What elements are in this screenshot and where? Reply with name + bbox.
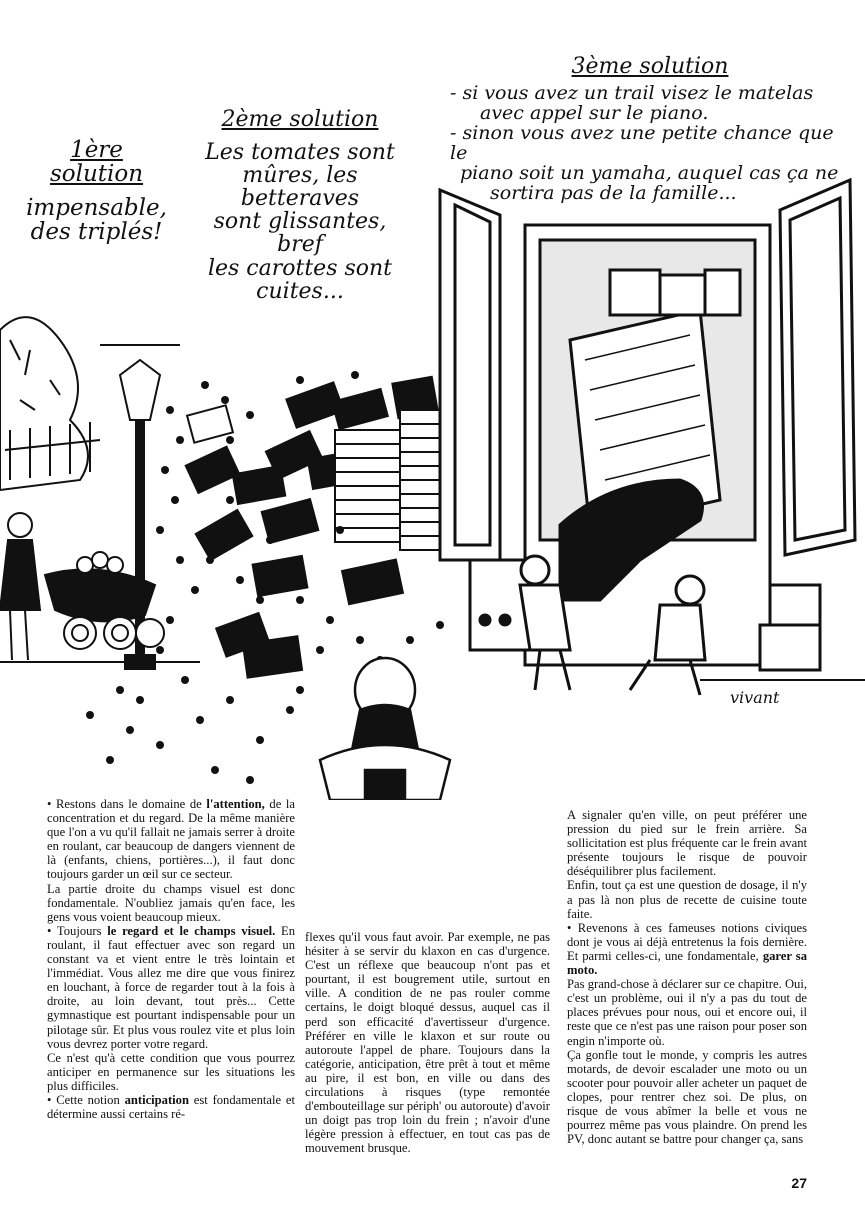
text-run: • Revenons à ces fameuses notions civiques dont je vous ai déjà entretenus la fois dernière. Et parmi celles-ci, une fondamentale,: [567, 920, 807, 963]
caption-3-line: sortira pas de la famille...: [490, 181, 737, 204]
paragraph: [47, 882, 295, 924]
text-run: est fondamentale et détermine aussi certains ré-: [47, 1092, 295, 1122]
bold-term: le regard et le champs visuel.: [107, 923, 276, 938]
paragraph: [567, 921, 807, 977]
paragraph: [47, 797, 295, 882]
caption-3-line: - sinon vous avez une petite chance que le: [450, 121, 834, 164]
text-run: flexes qu'il vous faut avoir. Par exemple, ne pas hésiter à se servir du klaxon en cas d'urgence. C'est un réflexe que beaucoup n'ont pas et pourtant, il est bougrement utile, surtout en ville. A condition de ne pas rouler comme certains, le doigt bloqué dessus, auquel cas il perd son efficacité d'avertisseur d'urgence. Préférer en ville le klaxon et sur route ou autoroute l'appel de phare. Toujours dans la catégorie, anticipation, être prêt à tout et même au pire, il est bon, en ville ou dans des circulations à risques (type remontée d'embouteillage sur périph' ou autoroute) d'avoir un doigt pas trop loin du frein ; n'avoir d'une légère pression à effectuer, en tout cas pas de mouvement brusque.: [305, 930, 550, 1156]
caption-2-line: cuites...: [256, 278, 344, 304]
text-run: • Restons dans le domaine de: [47, 797, 207, 811]
text-run: Ce n'est qu'à cette condition que vous pourrez anticiper en permanence sur les situations les plus difficiles.: [47, 1050, 295, 1093]
caption-3-title: 3ème solution: [571, 54, 729, 79]
caption-3-line: avec appel sur le piano.: [480, 102, 709, 125]
motorbike-drawing: [320, 658, 450, 800]
text-run: Pas grand-chose à déclarer sur ce chapitre. Oui, c'est un problème, oui il n'y a pas du tout de places prévues pour nous, oui et encore oui, il reste que ce n'est pas une raison pour poser son engin n'importe où.: [567, 977, 807, 1048]
paragraph: [567, 878, 807, 920]
caption-2-title: 2ème solution: [221, 107, 379, 132]
paragraph: [305, 930, 550, 1156]
paragraph: [567, 977, 807, 1047]
text-run: • Cette notion: [47, 1092, 125, 1107]
crates-drawing: [186, 377, 440, 678]
paragraph: [47, 1051, 295, 1093]
artist-signature: vivant: [730, 688, 780, 707]
text-run: Enfin, tout ça est une question de dosage, il n'y a pas là non plus de recette de cuisine toute faite.: [567, 878, 807, 921]
bold-term: garer sa moto.: [567, 948, 807, 978]
caption-1-line: des triplés!: [30, 219, 163, 246]
article-column-2: [305, 930, 550, 1156]
article-column-1: [47, 797, 295, 1121]
text-run: • Toujours: [47, 923, 108, 938]
caption-2-line: sont glissantes, bref: [213, 209, 387, 258]
text-run: En roulant, il faut effectuer avec son regard un constant va et vient entre le très lointain et l'immédiat. Vous allez me dire que vous finirez en louchant, à force de regarder tout à la fois à droite, au loin devant, tout près... Cette gymnastique est pourtant indispensable pour un pilotage sûr. Et plus vous roulez vite et plus loin vous devrez porter votre regard.: [47, 923, 295, 1051]
caption-1-title: 1ère solution: [49, 137, 144, 188]
caption-2: [200, 108, 400, 303]
text-run: Ça gonfle tout le monde, y compris les autres motards, de devoir escalader une moto ou un scooter pour pouvoir aller acheter un paquet de clopes, pour rentrer chez soi. De plus, on risque de vous abîmer la belle et vous ne pourrez même pas vous plaindre. On prend les PV, donc autant se battre pour changer ça, sans: [567, 1047, 807, 1147]
caption-3-line: - si vous avez un trail visez le matelas: [450, 82, 814, 105]
caption-1: [24, 138, 169, 245]
article-column-3: [567, 808, 807, 1146]
paragraph: [47, 924, 295, 1051]
bold-term: anticipation: [124, 1092, 189, 1107]
caption-3-line: piano soit un yamaha, auquel cas ça ne: [460, 161, 839, 184]
caption-2-line: les carottes sont: [207, 255, 393, 281]
caption-1-line: impensable,: [26, 195, 167, 222]
bold-term: l'attention,: [206, 797, 265, 811]
trees-drawing: [0, 317, 100, 490]
text-run: La partie droite du champs visuel est donc fondamentale. N'oubliez jamais qu'en face, les gens vous voient beaucoup mieux.: [47, 881, 295, 924]
paragraph: [567, 1048, 807, 1147]
text-run: A signaler qu'en ville, on peut préférer une pression du pied sur le frein arrière. Sa sollicitation est plus fréquente car le frein avant présente toujours le risque de pouvoir déséquilibrer plus facilement.: [567, 808, 807, 879]
page-number: 27: [791, 1175, 807, 1191]
caption-3: [450, 55, 850, 204]
caption-2-line: Les tomates sont: [205, 140, 395, 166]
caption-2-line: mûres, les betteraves: [240, 163, 360, 212]
text-run: de la concentration et du regard. De la même manière que l'on a vu qu'il fallait ne jamais serrer à droite en roulant, car beaucoup de dangers viennent de là (enfants, chiens, portières...), il faut donc toujours garder un œil sur ce secteur.: [47, 797, 295, 882]
paragraph: [567, 808, 807, 878]
truck-drawing: [440, 180, 855, 695]
paragraph: [47, 1093, 295, 1121]
